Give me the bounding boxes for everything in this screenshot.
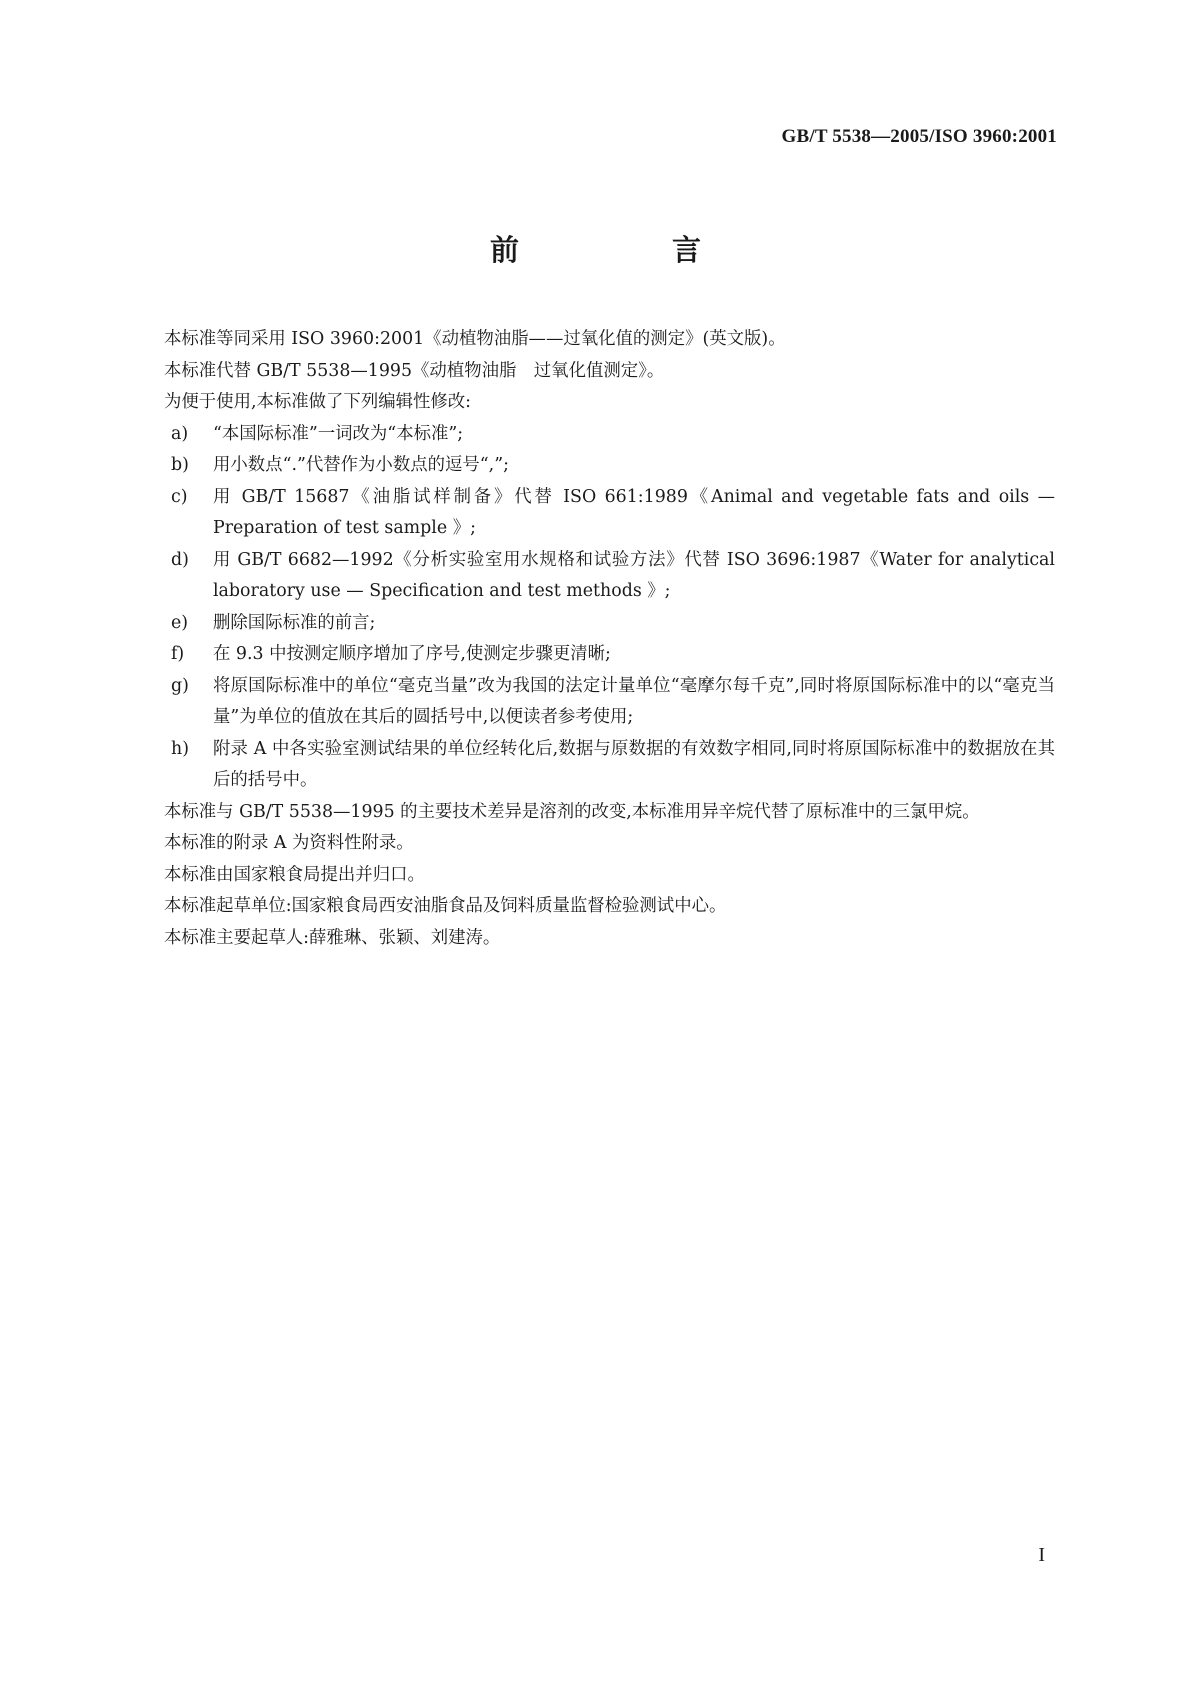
document-body [129,324,1055,954]
list-item-text: 用小数点“.”代替作为小数点的逗号“,”; [213,455,509,475]
list-item [129,419,1055,451]
list-item-text: 附录 A 中各实验室测试结果的单位经转化后,数据与原数据的有效数字相同,同时将原国际标准中的数据放在其后的括号中。 [213,738,1055,790]
list-item [129,545,1055,608]
list-item [129,734,1055,797]
page-title: 前 言 [489,233,763,267]
page-number: I [1038,1544,1045,1566]
list-item-label: b) [171,455,189,475]
paragraph-proposer: 本标准由国家粮食局提出并归口。 [164,864,425,885]
list-item-text: “本国际标准”一词改为“本标准”; [213,423,464,444]
list-item-label: f) [171,644,185,664]
standard-number: GB/T 5538—2005/ISO 3960:2001 [781,126,1057,147]
paragraph-drafting-unit: 本标准起草单位:国家粮食局西安油脂食品及饲料质量监督检验测试中心。 [164,896,727,916]
list-item [129,671,1055,734]
list-item-label: g) [171,675,189,696]
list-item-label: a) [171,423,189,444]
paragraph-replaces: 本标准代替 GB/T 5538—1995《动植物油脂 过氧化值测定》。 [164,360,665,381]
list-item-text: 用 GB/T 15687《油脂试样制备》代替 ISO 661:1989《Animal and vegetable fats and oils — Preparation of test sample 》; [213,486,1055,538]
paragraph-drafters: 本标准主要起草人:薛雅琳、张颖、刘建涛。 [164,927,501,948]
list-item-text: 用 GB/T 6682—1992《分析实验室用水规格和试验方法》代替 ISO 3696:1987《Water for analytical laboratory use — Specification and test methods 》; [213,549,1055,601]
list-item-label: d) [171,549,189,570]
list-item [129,608,1055,640]
paragraph-adoption: 本标准等同采用 ISO 3960:2001《动植物油脂——过氧化值的测定》(英文版)。 [164,329,786,349]
paragraph-technical-difference: 本标准与 GB/T 5538—1995 的主要技术差异是溶剂的改变,本标准用异辛烷代替了原标准中的三氯甲烷。 [164,801,980,822]
list-item-text: 将原国际标准中的单位“毫克当量”改为我国的法定计量单位“毫摩尔每千克”,同时将原国际标准中的以“毫克当量”为单位的值放在其后的圆括号中,以便读者参考使用; [213,675,1055,727]
paragraph-edits-intro: 为便于使用,本标准做了下列编辑性修改: [164,392,472,412]
list-item-label: e) [171,612,189,633]
list-item [129,450,1055,482]
list-item-label: h) [171,738,189,759]
list-item-label: c) [171,486,188,507]
list-item [129,482,1055,545]
list-item-text: 删除国际标准的前言; [213,612,376,633]
paragraph-annex: 本标准的附录 A 为资料性附录。 [164,833,414,853]
list-item [129,639,1055,671]
list-item-text: 在 9.3 中按测定顺序增加了序号,使测定步骤更清晰; [213,644,611,664]
